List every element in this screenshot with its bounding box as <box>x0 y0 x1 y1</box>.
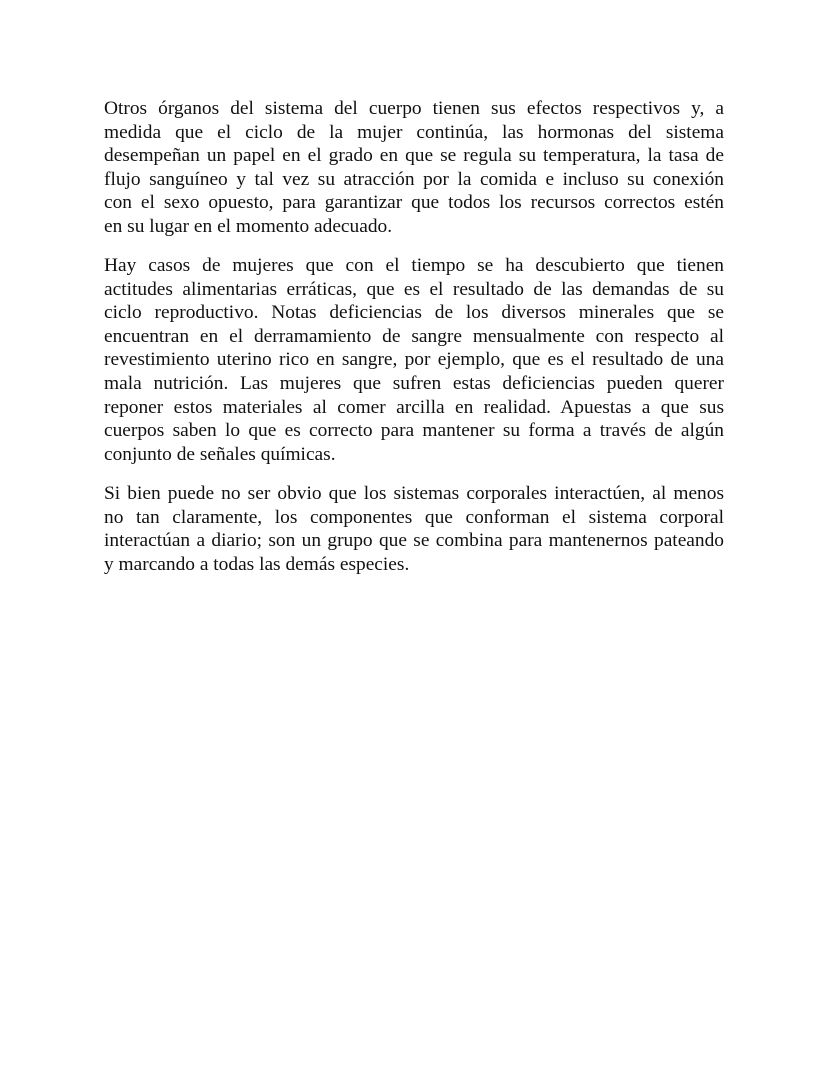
text-line: Hay casos de mujeres que con el tiempo se ha descubierto que tienen <box>104 255 724 277</box>
text-line: ciclo reproductivo. Notas deficiencias de los diversos minerales que se <box>104 302 724 324</box>
text-line: en su lugar en el momento adecuado. <box>104 215 393 237</box>
text-line: desempeñan un papel en el grado en que se regula su temperatura, la tasa de <box>104 145 724 167</box>
text-line: Si bien puede no ser obvio que los sistemas corporales interactúen, al menos <box>104 482 724 504</box>
text-line: actitudes alimentarias erráticas, que es el resultado de las demandas de su <box>104 278 724 300</box>
text-line: y marcando a todas las demás especies. <box>104 553 410 575</box>
paragraph <box>104 254 724 466</box>
text-line: mala nutrición. Las mujeres que sufren estas deficiencias pueden querer <box>104 373 724 395</box>
text-line: con el sexo opuesto, para garantizar que todos los recursos correctos estén <box>104 192 724 214</box>
text-line: encuentran en el derramamiento de sangre mensualmente con respecto al <box>104 325 724 347</box>
text-line: cuerpos saben lo que es correcto para mantener su forma a través de algún <box>104 420 724 442</box>
document-page <box>104 97 724 592</box>
text-line: revestimiento uterino rico en sangre, por ejemplo, que es el resultado de una <box>104 349 724 371</box>
text-line: Otros órganos del sistema del cuerpo tienen sus efectos respectivos y, a <box>104 98 724 119</box>
text-line: conjunto de señales químicas. <box>104 443 336 465</box>
text-line: medida que el ciclo de la mujer continúa, las hormonas del sistema <box>104 121 724 143</box>
text-line: reponer estos materiales al comer arcilla en realidad. Apuestas a que sus <box>104 396 724 418</box>
paragraph <box>104 482 724 576</box>
text-line: no tan claramente, los componentes que conforman el sistema corporal <box>104 506 724 528</box>
text-line: interactúan a diario; son un grupo que se combina para mantenernos pateando <box>104 530 724 552</box>
paragraph <box>104 97 724 239</box>
text-line: flujo sanguíneo y tal vez su atracción por la comida e incluso su conexión <box>104 168 724 190</box>
